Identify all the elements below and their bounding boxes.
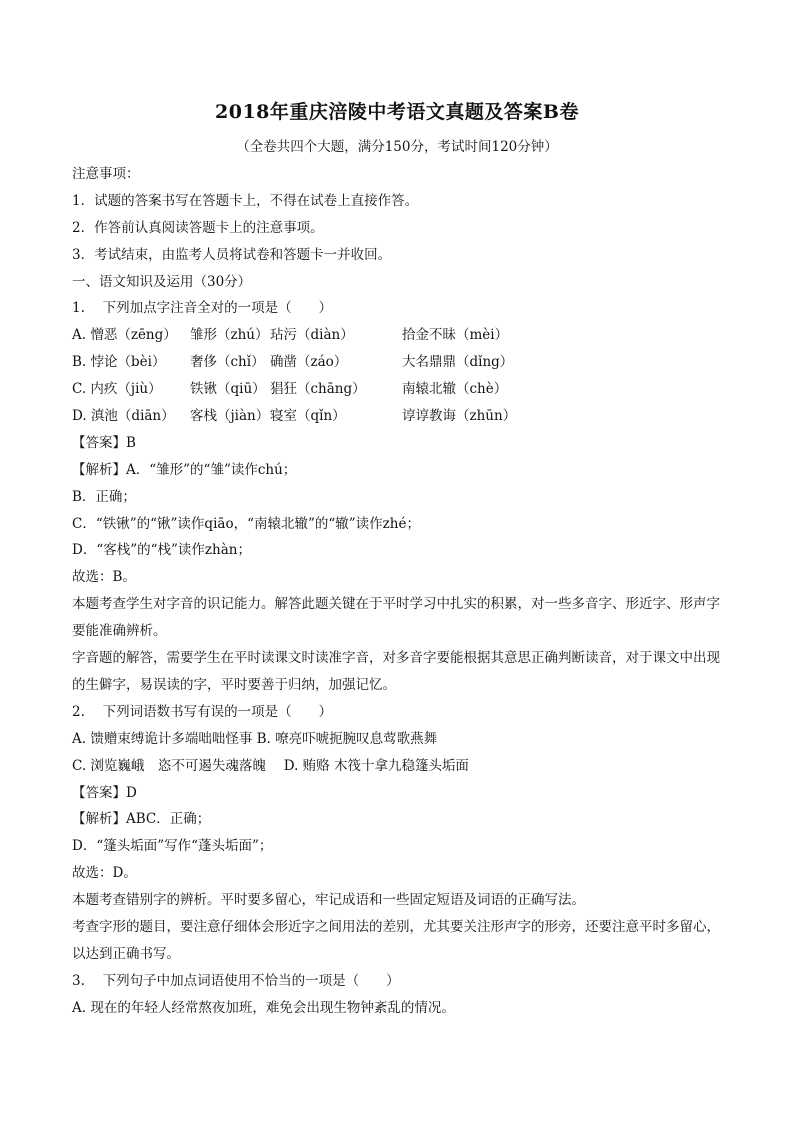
option-row: [72, 376, 722, 403]
option-text: 确凿（záo）: [270, 354, 348, 371]
option-text: 奢侈（chǐ）: [190, 354, 265, 371]
option-text: 南辕北辙（chè）: [402, 381, 508, 398]
option-text: B. 悖论（bèi）: [72, 354, 166, 371]
document-subtitle: （全卷共四个大题，满分150分，考试时间120分钟）: [236, 139, 558, 155]
analysis-line: B．正确；: [72, 488, 136, 505]
note-item: 2．作答前认真阅读答题卡上的注意事项。: [72, 219, 324, 236]
explanation-paragraph: 字音题的解答，需要学生在平时读课文时读准字音，对多音字要能根据其意思正确判断读音，对于课文中出现的生僻字，易误读的字，平时要善于归纳，加强记忆。: [72, 650, 720, 693]
option-row: [72, 349, 722, 376]
option-text: D. 滇池（diān）: [72, 408, 175, 425]
analysis-line: D．“客栈”的“栈”读作zhàn；: [72, 542, 251, 559]
explanation-paragraph: 本题考查学生对字音的识记能力。解答此题关键在于平时学习中扎实的积累，对一些多音字、形近字、形声字要能准确辨析。: [72, 596, 720, 640]
note-item: 1．试题的答案书写在答题卡上，不得在试卷上直接作答。: [72, 192, 419, 209]
analysis-line: C．“铁锹”的“锹”读作qiāo，“南辕北辙”的“辙”读作zhé；: [72, 515, 420, 532]
analysis-line: 故选：D。: [72, 865, 137, 882]
document-title: 2018年重庆涪陵中考语文真题及答案B卷: [215, 101, 579, 123]
option-text: 寝室（qǐn）: [270, 408, 346, 425]
analysis-line: 【解析】A．“雏形”的“雏”读作chú；: [72, 461, 297, 478]
analysis-line: 故选：B。: [72, 569, 136, 586]
option-row: [72, 403, 722, 430]
note-item: 3．考试结束，由监考人员将试卷和答题卡一并收回。: [72, 246, 392, 263]
analysis-line: 【解析】ABC．正确；: [72, 811, 211, 828]
option-text: 谆谆教诲（zhūn）: [402, 408, 517, 425]
option-text: C. 内疚（jiù）: [72, 381, 162, 398]
option-row: A. 馈赠束缚诡计多端咄咄怪事 B. 嘹亮吓唬扼腕叹息莺歌燕舞: [72, 730, 438, 747]
option-row: C. 浏览巍峨 恣不可遏失魂落魄 D. 贿赂 木筏十拿九稳篷头垢面: [72, 757, 469, 774]
document-body: [72, 161, 722, 1022]
option-text: 玷污（diàn）: [270, 327, 354, 344]
question-stem: 2. 下列词语数书写有误的一项是（ ）: [72, 703, 333, 720]
answer-line: 【答案】B: [72, 434, 136, 451]
option-text: 雏形（zhú）: [190, 327, 269, 344]
option-text: 大名鼎鼎（dǐng）: [402, 354, 514, 371]
option-row: [72, 322, 722, 349]
section-heading: 一、语文知识及运用（30分）: [72, 273, 252, 290]
option-text: 猖狂（chāng）: [270, 381, 366, 398]
notes-heading: 注意事项：: [72, 166, 140, 182]
option-text: 客栈（jiàn）: [190, 408, 270, 425]
option-text: 拾金不昧（mèi）: [402, 327, 509, 344]
question-stem: 3. 下列句子中加点词语使用不恰当的一项是（ ）: [72, 972, 400, 989]
option-text: A. 憎恶（zēng）: [72, 327, 177, 344]
analysis-line: D．“篷头垢面”写作“蓬头垢面”；: [72, 838, 273, 855]
option-text: 铁锹（qiū）: [190, 381, 266, 398]
answer-line: 【答案】D: [72, 784, 137, 801]
option-row: A. 现在的年轻人经常熬夜加班，难免会出现生物钟紊乱的情况。: [72, 999, 455, 1016]
explanation-paragraph: 本题考查错别字的辨析。平时要多留心，牢记成语和一些固定短语及词语的正确写法。: [72, 892, 585, 909]
explanation-paragraph: 考查字形的题目，要注意仔细体会形近字之间用法的差别，尤其要关注形声字的形旁，还要注意平时多留心，以达到正确书写。: [72, 919, 720, 962]
question-stem: 1. 下列加点字注音全对的一项是（ ）: [72, 300, 333, 317]
